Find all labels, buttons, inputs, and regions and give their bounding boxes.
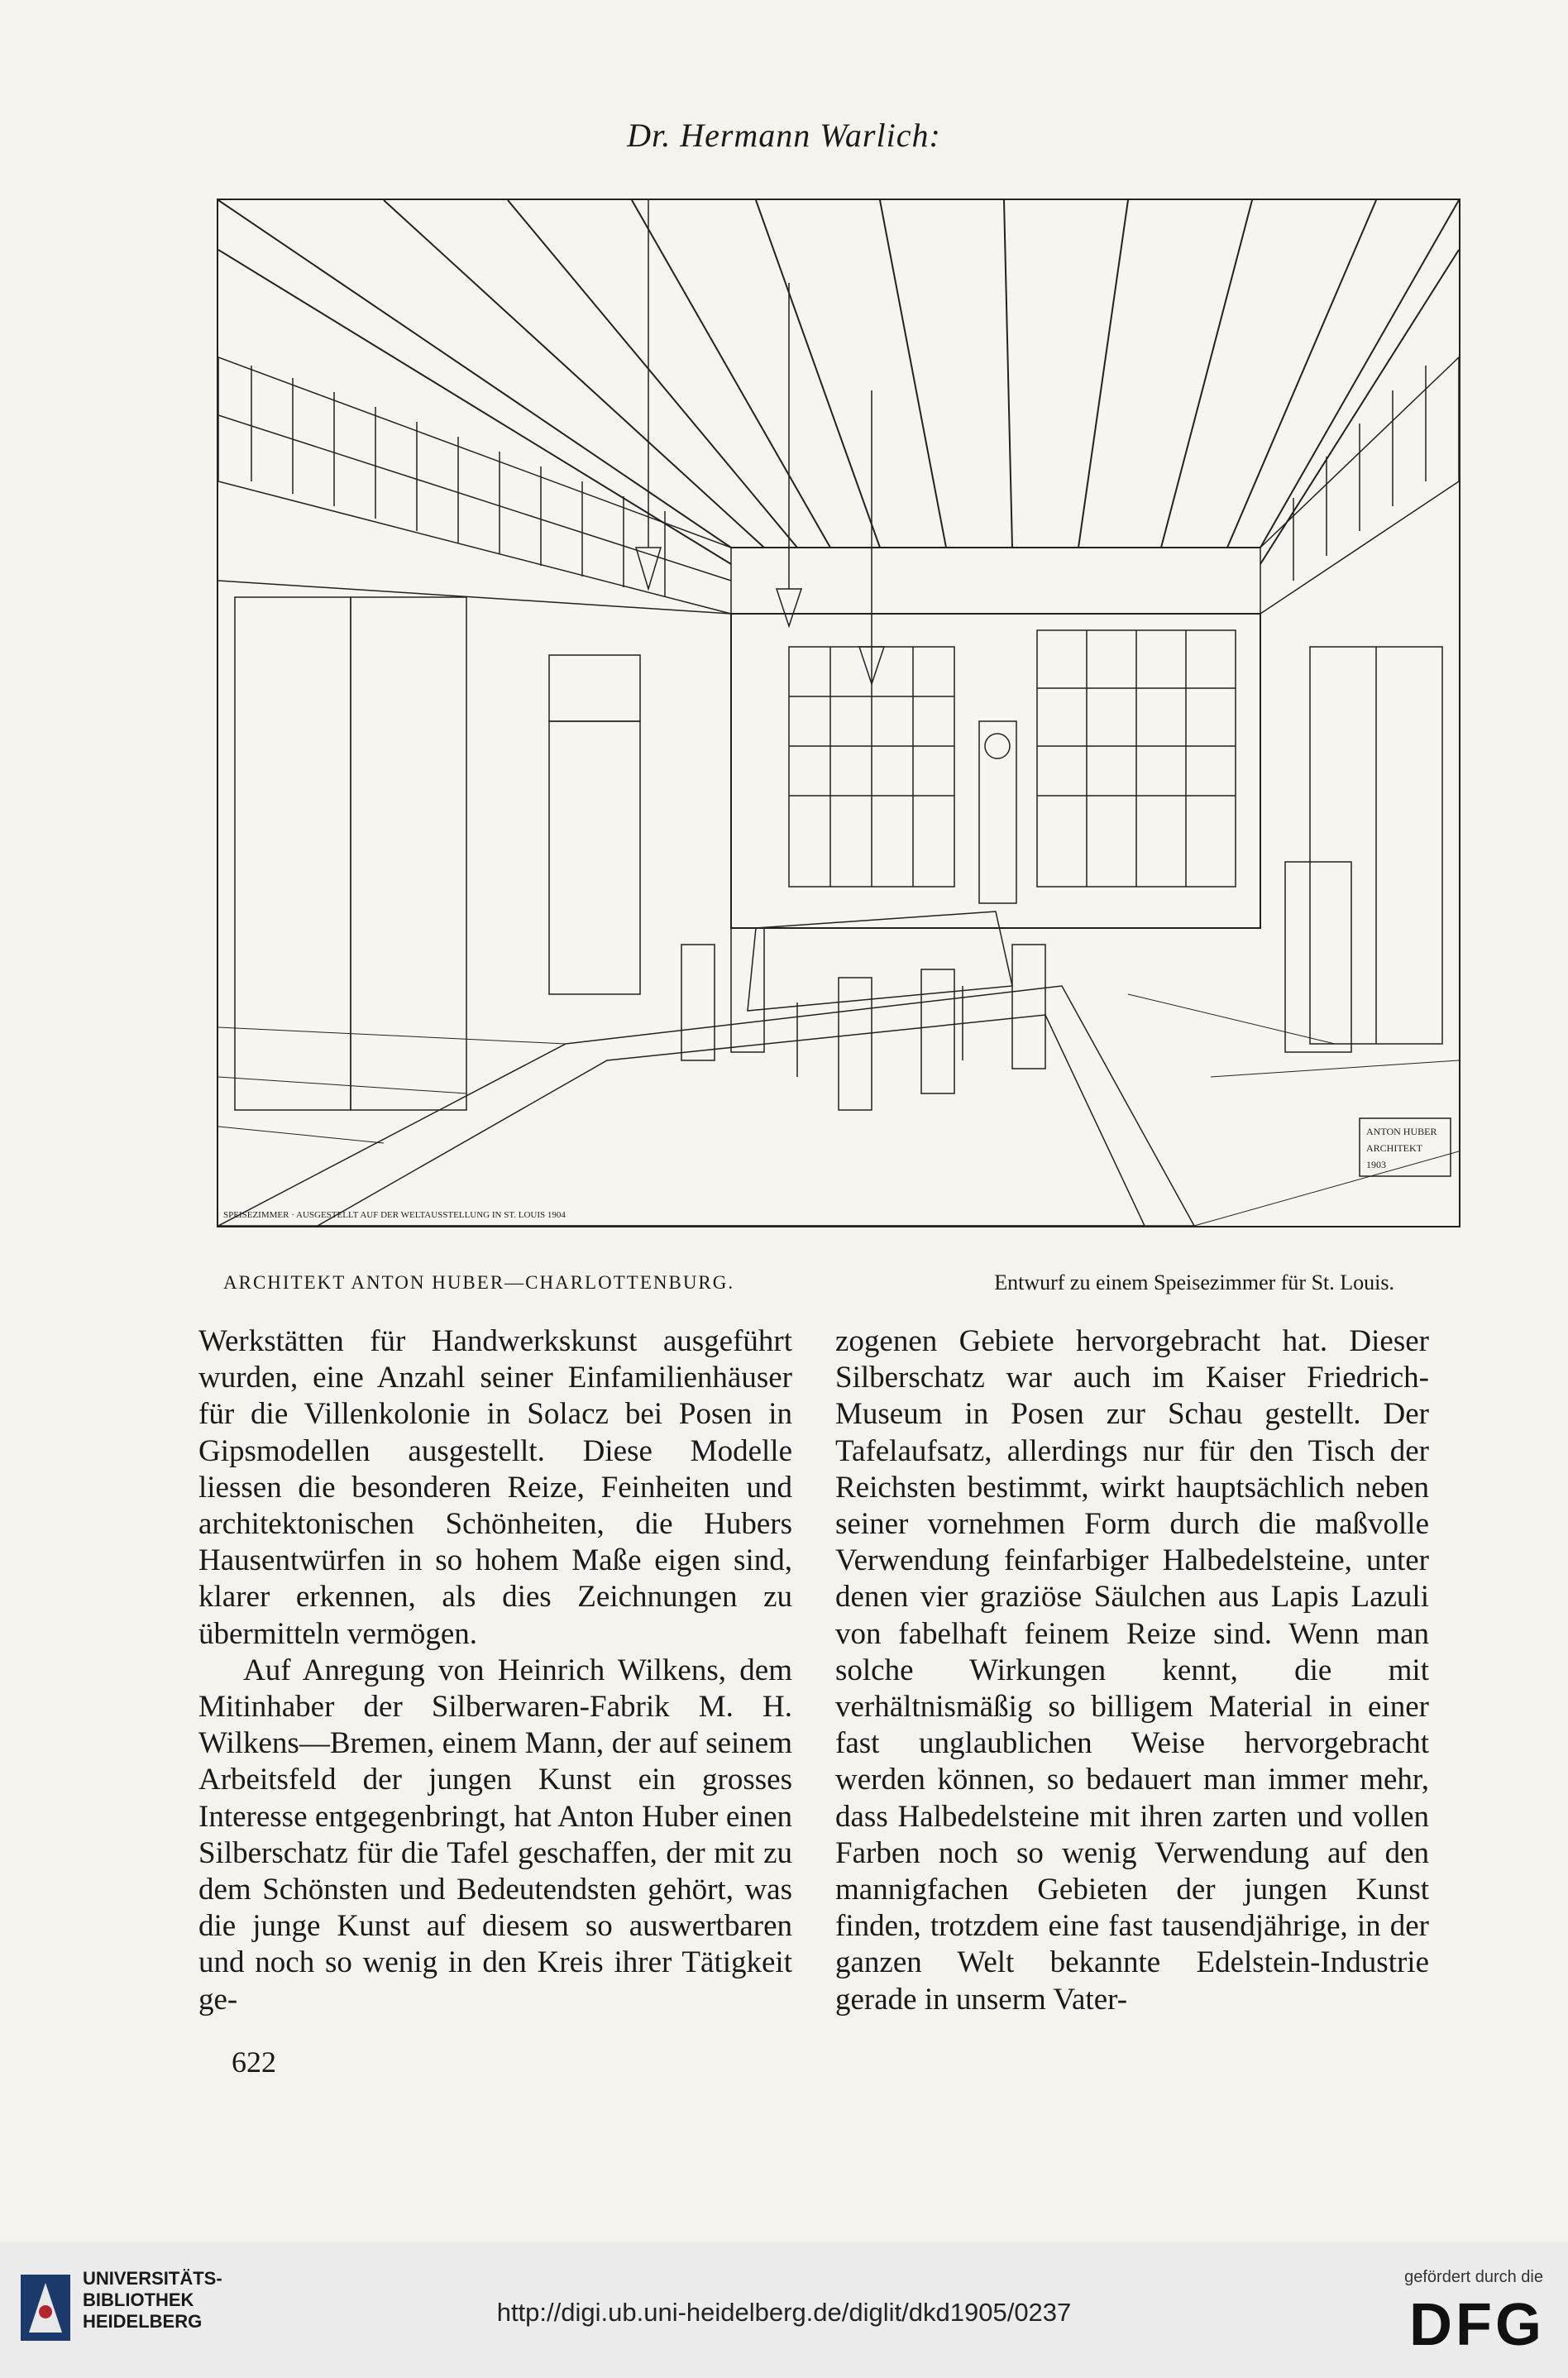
ceiling-lines [218,200,1459,564]
caption-title: Entwurf zu einem Speisezimmer für St. Louis. [994,1270,1394,1294]
funding-label: gefördert durch die [1404,2268,1543,2286]
right-cabinet [1285,647,1442,1052]
table-and-chairs [681,911,1045,1110]
paragraph: Auf Anregung von Heinrich Wilkens, dem Mitinhaber der Silberwaren-Fabrik M. H. Wilkens—Bremen, einem Mann, der auf seinem Arbeitsfeld der jungen Kunst ein grosses Interesse entgegenbringt, hat Anton Huber einen Silberschatz für die Tafel geschaffen, der mit zu dem Schönsten und Bedeutendsten gehört, was die junge Kunst auf diesem so auswertbaren und noch so wenig in den Kreis ihrer Tätigkeit ge- [198,1653,792,2017]
paragraph: zogenen Gebiete hervorgebracht hat. Dieser Silberschatz war auch im Kaiser Friedrich-Museum in Posen zur Schau gestellt. Der Tafelaufsatz, allerdings nur für den Tisch der Reichsten bestimmt, wirkt hauptsächlich neben seiner vornehmen Form durch die maßvolle Verwendung feinfarbiger Halbedelsteine, unter denen vier graziöse Säulchen aus Lapis Lazuli von fabelhaft feinem Reize sind. Wenn man solche Wirkungen kennt, die mit verhältnismäßig so billigem Material in einer fast unglaublichen Weise hervorgebracht werden können, so bedauert man immer mehr, dass Halbedelsteine mit ihren zarten und vollen Farben noch so wenig Verwendung auf den mannigfachen Gebieten der jungen Kunst finden, trotzdem eine fast tausendjährige, in der ganzen Welt bekannte Edelstein-Industrie gerade in unserm Vater- [835,1324,1429,2017]
dfg-logo[interactable]: DFG [1409,2292,1545,2358]
clock [979,721,1016,903]
source-url-link[interactable]: http://digi.ub.uni-heidelberg.de/diglit/dkd1905/0237 [496,2298,1072,2327]
drawing-signature-2: ARCHITEKT [1366,1142,1422,1154]
library-line-2: BIBLIOTHEK [83,2289,194,2310]
back-wall [731,614,1260,928]
frieze-right [1260,357,1459,614]
library-line-1: UNIVERSITÄTS- [83,2268,222,2289]
windows [789,630,1236,887]
drawing-inscription-left: SPEISEZIMMER · AUSGESTELLT AUF DER WELTAUSSTELLUNG IN ST. LOUIS 1904 [223,1210,566,1220]
text-column-right [835,1323,1429,2018]
library-line-3: HEIDELBERG [83,2311,203,2332]
drawing-signature-1: ANTON HUBER [1366,1126,1437,1137]
text-column-left [198,1323,792,2018]
caption-architect: ARCHITEKT ANTON HUBER—CHARLOTTENBURG. [223,1272,735,1293]
frieze-left [218,357,731,614]
paragraph: Werkstätten für Handwerkskunst ausgeführt wurden, eine Anzahl seiner Einfamilienhäuser für die Villenkolonie in Solacz bei Posen in Gipsmodellen ausgestellt. Diese Modelle liessen die besonderen Reize, Feinheiten und architektonischen Schönheiten, die Hubers Hausentwürfen in so hohem Maße eigen sind, klarer erkennen, als dies Zeichnungen zu übermitteln vermögen. [198,1324,792,1651]
carpet [218,986,1194,1226]
page-number: 622 [232,2045,276,2079]
drawing-signature-3: 1903 [1366,1159,1386,1170]
dining-room-illustration [217,199,1460,1227]
running-title: Dr. Hermann Warlich: [627,117,941,154]
